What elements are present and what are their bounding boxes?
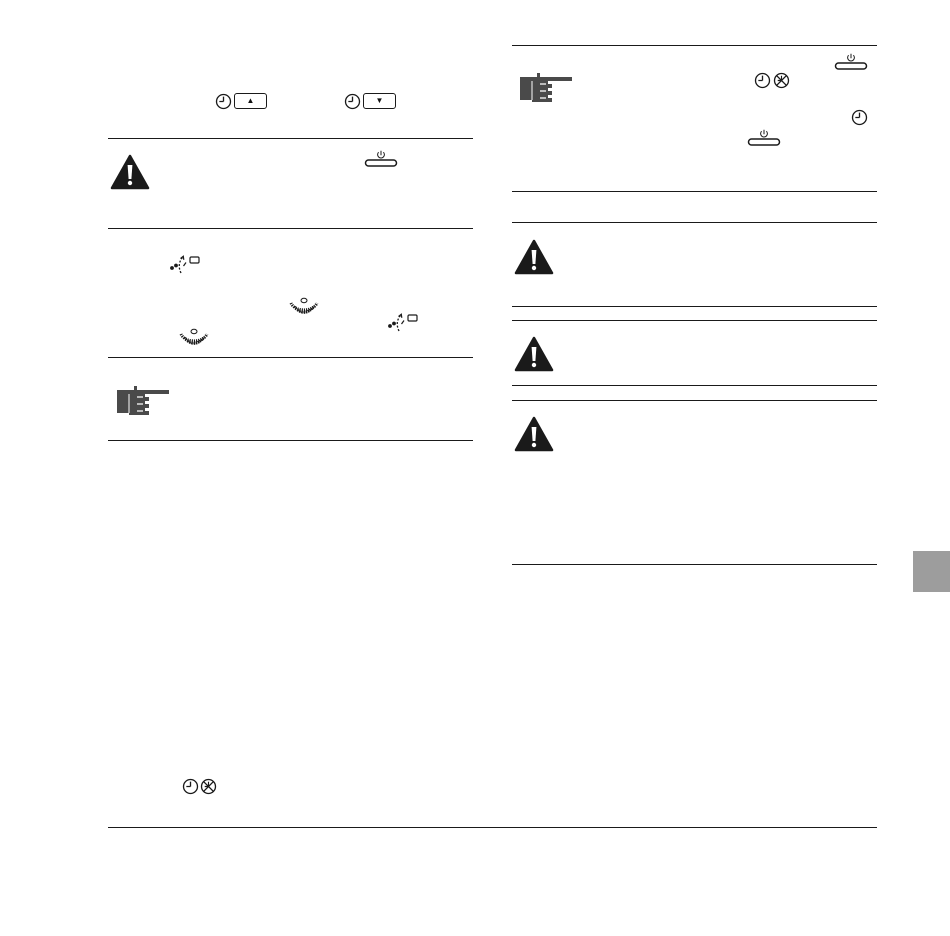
warning-triangle-icon <box>514 239 554 275</box>
section-divider <box>512 306 877 307</box>
timer-down-button[interactable] <box>363 93 396 109</box>
power-button-icon <box>364 149 398 169</box>
chapter-side-tab <box>913 551 950 592</box>
timer-up-button[interactable] <box>234 93 267 109</box>
section-divider <box>512 400 877 401</box>
timer-clock-icon <box>344 93 361 110</box>
section-divider <box>512 191 877 192</box>
timer-clock-icon <box>851 109 868 126</box>
down-arrow-icon: ▼ <box>375 96 384 105</box>
louver-swing-icon <box>386 310 420 334</box>
section-divider <box>512 320 877 321</box>
power-button-icon <box>834 52 868 72</box>
section-divider <box>108 138 473 139</box>
warning-triangle-icon <box>514 416 554 452</box>
timer-clock-icon <box>182 778 199 795</box>
timer-cancel-icon <box>773 72 790 89</box>
timer-clock-icon <box>754 72 771 89</box>
section-divider <box>512 564 877 565</box>
page-bottom-rule <box>108 827 877 828</box>
section-divider <box>512 45 877 46</box>
warning-triangle-icon <box>514 336 554 372</box>
section-divider <box>108 357 473 358</box>
pointing-hand-note-icon <box>518 70 574 106</box>
section-divider <box>512 385 877 386</box>
section-divider <box>512 222 877 223</box>
fan-speed-icon <box>177 327 211 347</box>
power-button-icon <box>747 128 781 148</box>
timer-cancel-icon <box>200 778 217 795</box>
warning-triangle-icon <box>110 154 150 190</box>
timer-clock-icon <box>215 93 232 110</box>
section-divider <box>108 440 473 441</box>
fan-speed-icon <box>287 296 321 316</box>
section-divider <box>108 228 473 229</box>
louver-swing-icon <box>168 252 202 276</box>
pointing-hand-note-icon <box>115 383 171 419</box>
up-arrow-icon: ▲ <box>246 96 255 105</box>
